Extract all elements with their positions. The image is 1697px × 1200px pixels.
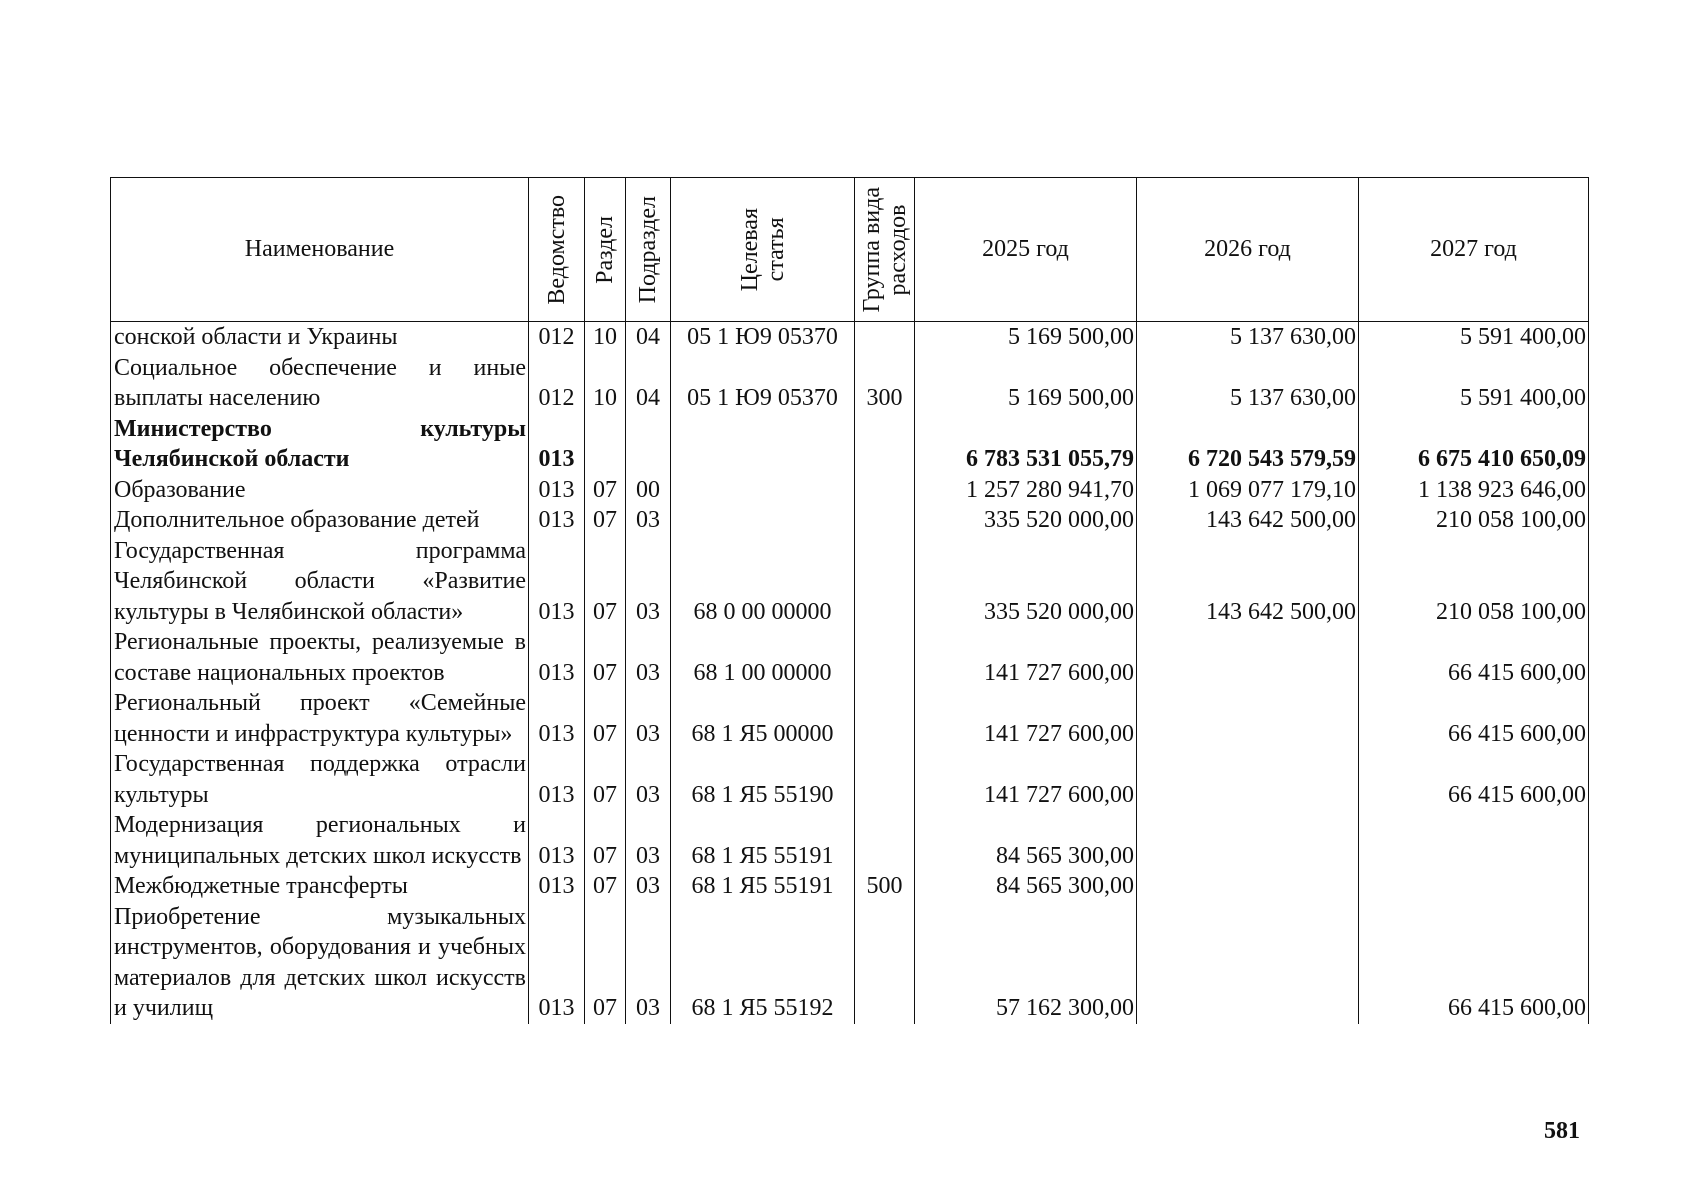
row-2027: 6 675 410 650,09 [1359,414,1589,475]
row-name: Дополнительное образование детей [111,505,529,536]
row-celevaya: 05 1 Ю9 05370 [671,353,855,414]
row-2025: 57 162 300,00 [915,902,1137,1024]
table-row [111,322,1589,353]
table-row [111,749,1589,810]
row-2026 [1137,871,1359,902]
row-razdel: 07 [585,749,626,810]
row-name: Государственная программа Челябинской области «Развитие культуры в Челябинской области» [111,536,529,628]
row-2027: 66 415 600,00 [1359,627,1589,688]
row-2026: 5 137 630,00 [1137,322,1359,353]
header-gruppa-vida-rashodov: Группа вида расходов [855,178,915,322]
table-row [111,688,1589,749]
row-2026: 1 069 077 179,10 [1137,475,1359,506]
row-2027: 5 591 400,00 [1359,353,1589,414]
row-name: Министерство культуры Челябинской области [111,414,529,475]
row-gruppa [855,688,915,749]
row-podrazdel [626,414,671,475]
row-podrazdel: 03 [626,536,671,628]
row-2027: 66 415 600,00 [1359,688,1589,749]
row-2026 [1137,627,1359,688]
row-celevaya: 68 1 00 00000 [671,627,855,688]
row-razdel: 07 [585,688,626,749]
row-podrazdel: 03 [626,810,671,871]
row-vedomstvo: 013 [529,627,585,688]
row-2027: 66 415 600,00 [1359,749,1589,810]
row-celevaya: 68 1 Я5 55192 [671,902,855,1024]
row-vedomstvo: 013 [529,749,585,810]
row-2027: 210 058 100,00 [1359,536,1589,628]
table-row [111,505,1589,536]
row-2025: 84 565 300,00 [915,871,1137,902]
row-2026: 143 642 500,00 [1137,505,1359,536]
row-2025: 141 727 600,00 [915,749,1137,810]
row-celevaya: 68 0 00 00000 [671,536,855,628]
row-2027: 5 591 400,00 [1359,322,1589,353]
row-razdel: 07 [585,475,626,506]
row-name: Образование [111,475,529,506]
row-podrazdel: 03 [626,505,671,536]
row-2025: 141 727 600,00 [915,688,1137,749]
row-razdel: 07 [585,810,626,871]
header-year-2025: 2025 год [915,178,1137,322]
row-name: Приобретение музыкальных инструментов, оборудования и учебных материалов для детских школ искусств и училищ [111,902,529,1024]
row-2026 [1137,688,1359,749]
table-row [111,810,1589,871]
row-name: Государственная поддержка отрасли культуры [111,749,529,810]
row-gruppa [855,536,915,628]
row-gruppa [855,414,915,475]
row-name: Модернизация региональных и муниципальных детских школ искусств [111,810,529,871]
row-name: Социальное обеспечение и иные выплаты населению [111,353,529,414]
row-celevaya: 68 1 Я5 55190 [671,749,855,810]
row-podrazdel: 00 [626,475,671,506]
row-podrazdel: 03 [626,749,671,810]
row-vedomstvo: 013 [529,505,585,536]
table-row [111,475,1589,506]
row-vedomstvo: 013 [529,871,585,902]
header-year-2027: 2027 год [1359,178,1589,322]
row-2027 [1359,871,1589,902]
row-celevaya: 68 1 Я5 55191 [671,871,855,902]
header-razdel: Раздел [585,178,626,322]
row-2026: 6 720 543 579,59 [1137,414,1359,475]
row-gruppa [855,505,915,536]
row-celevaya [671,505,855,536]
table-header-row [111,178,1589,322]
row-2026 [1137,749,1359,810]
table-row [111,871,1589,902]
row-podrazdel: 03 [626,627,671,688]
row-name: Региональные проекты, реализуемые в составе национальных проектов [111,627,529,688]
row-vedomstvo: 013 [529,902,585,1024]
row-2026 [1137,902,1359,1024]
row-gruppa: 500 [855,871,915,902]
page-number: 581 [1544,1118,1580,1144]
row-2027: 1 138 923 646,00 [1359,475,1589,506]
row-vedomstvo: 013 [529,536,585,628]
row-razdel: 07 [585,902,626,1024]
table-row [111,353,1589,414]
row-2025: 5 169 500,00 [915,322,1137,353]
row-celevaya [671,475,855,506]
row-gruppa [855,810,915,871]
row-2027: 66 415 600,00 [1359,902,1589,1024]
row-razdel: 07 [585,505,626,536]
row-celevaya: 68 1 Я5 55191 [671,810,855,871]
row-razdel [585,414,626,475]
row-vedomstvo: 012 [529,353,585,414]
row-2026 [1137,810,1359,871]
table-row [111,902,1589,1024]
row-2025: 5 169 500,00 [915,353,1137,414]
row-gruppa [855,627,915,688]
table-row [111,536,1589,628]
row-2025: 84 565 300,00 [915,810,1137,871]
row-vedomstvo: 013 [529,810,585,871]
header-name: Наименование [111,178,529,322]
row-name: сонской области и Украины [111,322,529,353]
row-2026: 5 137 630,00 [1137,353,1359,414]
row-podrazdel: 04 [626,322,671,353]
budget-table [110,177,1589,1024]
row-gruppa: 300 [855,353,915,414]
row-name: Региональный проект «Семейные ценности и инфраструктура культуры» [111,688,529,749]
row-razdel: 07 [585,871,626,902]
row-gruppa [855,322,915,353]
row-vedomstvo: 013 [529,475,585,506]
row-gruppa [855,475,915,506]
row-2025: 141 727 600,00 [915,627,1137,688]
header-podrazdel: Подраздел [626,178,671,322]
row-razdel: 07 [585,536,626,628]
row-2027: 210 058 100,00 [1359,505,1589,536]
row-2025: 1 257 280 941,70 [915,475,1137,506]
row-vedomstvo: 013 [529,414,585,475]
table-row [111,627,1589,688]
row-celevaya: 05 1 Ю9 05370 [671,322,855,353]
row-razdel: 10 [585,353,626,414]
row-gruppa [855,749,915,810]
row-2027 [1359,810,1589,871]
table-row [111,414,1589,475]
row-2025: 335 520 000,00 [915,536,1137,628]
row-vedomstvo: 013 [529,688,585,749]
header-vedomstvo: Ведомство [529,178,585,322]
row-2025: 335 520 000,00 [915,505,1137,536]
row-podrazdel: 03 [626,902,671,1024]
header-year-2026: 2026 год [1137,178,1359,322]
row-podrazdel: 03 [626,871,671,902]
row-vedomstvo: 012 [529,322,585,353]
row-razdel: 07 [585,627,626,688]
row-gruppa [855,902,915,1024]
row-2025: 6 783 531 055,79 [915,414,1137,475]
row-celevaya: 68 1 Я5 00000 [671,688,855,749]
row-podrazdel: 03 [626,688,671,749]
row-name: Межбюджетные трансферты [111,871,529,902]
row-podrazdel: 04 [626,353,671,414]
row-2026: 143 642 500,00 [1137,536,1359,628]
header-celevaya-statya: Целевая статья [671,178,855,322]
row-celevaya [671,414,855,475]
row-razdel: 10 [585,322,626,353]
